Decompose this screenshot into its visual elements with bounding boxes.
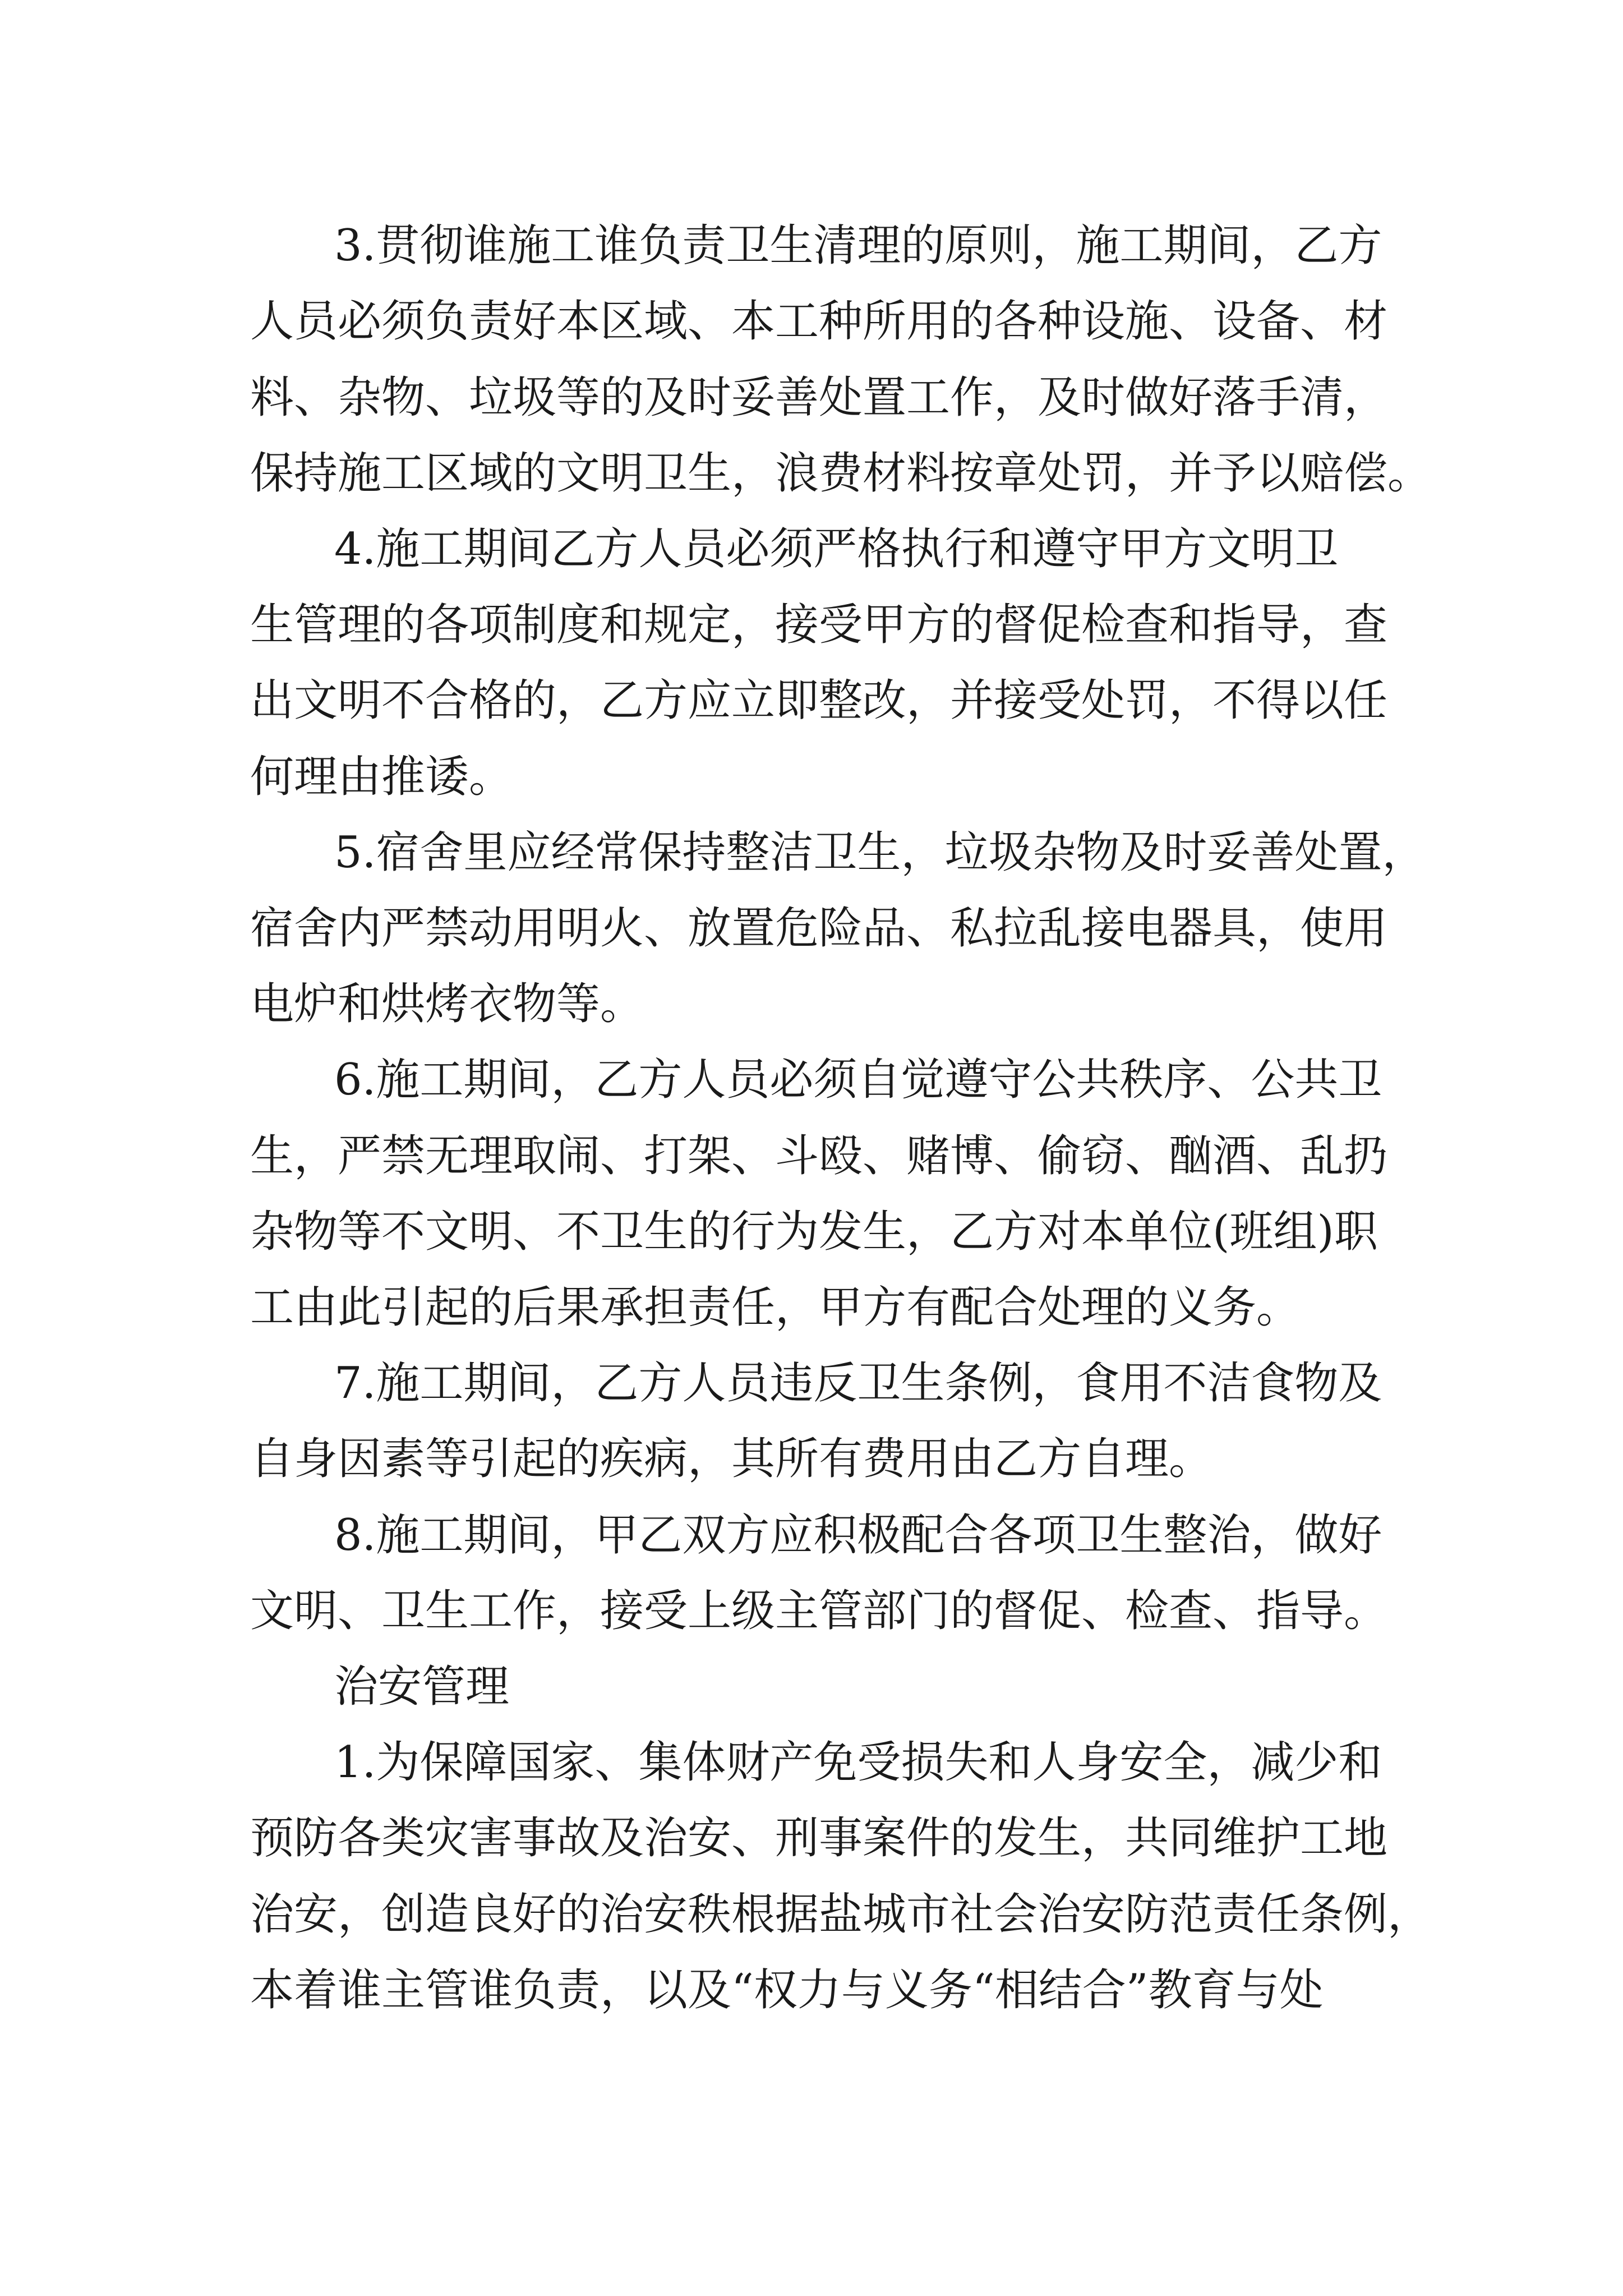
paragraph-7-line-2: 自身因素等引起的疾病，其所有费用由乙方自理。	[250, 1434, 1213, 1484]
security-paragraph-1-line-1: 1.为保障国家、集体财产免受损失和人身安全，减少和	[334, 1737, 1382, 1788]
paragraph-6-line-4: 工由此引起的后果承担责任，甲方有配合处理的义务。	[250, 1282, 1301, 1333]
paragraph-3-line-1: 3.贯彻谁施工谁负责卫生清理的原则，施工期间，乙方	[334, 220, 1382, 271]
paragraph-3-line-2: 人员必须负责好本区域、本工种所用的各种设施、设备、材	[250, 296, 1388, 347]
paragraph-7-line-1: 7.施工期间，乙方人员违反卫生条例，食用不洁食物及	[334, 1358, 1382, 1409]
paragraph-6-line-1: 6.施工期间，乙方人员必须自觉遵守公共秩序、公共卫	[334, 1055, 1382, 1105]
paragraph-4-line-4: 何理由推诿。	[250, 752, 513, 802]
security-paragraph-1-line-4: 本着谁主管谁负责，以及“权力与义务“相结合”教育与处	[250, 1965, 1324, 2016]
paragraph-6-line-3: 杂物等不文明、不卫生的行为发生，乙方对本单位(班组)职	[250, 1207, 1378, 1257]
paragraph-8-line-1: 8.施工期间，甲乙双方应积极配合各项卫生整治，做好	[334, 1510, 1382, 1561]
security-paragraph-1-line-3: 治安，创造良好的治安秩根据盐城市社会治安防范责任条例，	[250, 1889, 1432, 1940]
paragraph-5-line-1: 5.宿舍里应经常保持整洁卫生，垃圾杂物及时妥善处置，	[334, 827, 1426, 878]
section-heading: 治安管理	[334, 1662, 510, 1712]
paragraph-4-line-1: 4.施工期间乙方人员必须严格执行和遵守甲方文明卫	[334, 524, 1339, 574]
paragraph-5-line-3: 电炉和烘烤衣物等。	[250, 979, 644, 1029]
paragraph-6-line-2: 生，严禁无理取闹、打架、斗殴、赌博、偷窃、酗酒、乱扔	[250, 1131, 1388, 1181]
paragraph-8-line-2: 文明、卫生工作，接受上级主管部门的督促、检查、指导。	[250, 1586, 1388, 1636]
paragraph-3-line-4: 保持施工区域的文明卫生，浪费材料按章处罚，并予以赔偿。	[250, 448, 1432, 499]
paragraph-3-line-3: 料、杂物、垃圾等的及时妥善处置工作，及时做好落手清，	[250, 372, 1388, 423]
paragraph-5-line-2: 宿舍内严禁动用明火、放置危险品、私拉乱接电器具，使用	[250, 903, 1388, 954]
paragraph-4-line-2: 生管理的各项制度和规定，接受甲方的督促检查和指导，查	[250, 600, 1388, 650]
paragraph-4-line-3: 出文明不合格的，乙方应立即整改，并接受处罚，不得以任	[250, 675, 1388, 726]
security-paragraph-1-line-2: 预防各类灾害事故及治安、刑事案件的发生，共同维护工地	[250, 1813, 1388, 1864]
